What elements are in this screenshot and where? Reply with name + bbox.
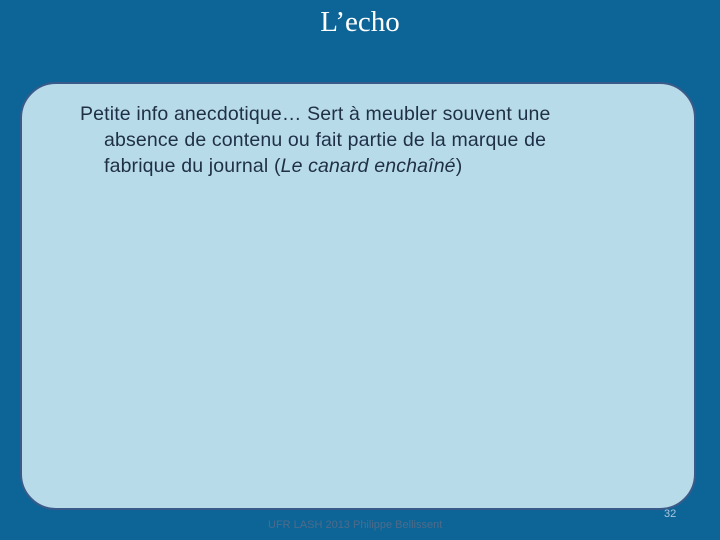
body-line-3-prefix: fabrique du journal ( xyxy=(104,155,281,177)
newspaper-name: Le canard enchaîné xyxy=(280,155,456,177)
body-line-3 xyxy=(80,153,670,179)
body-line-2: absence de contenu ou fait partie de la marque de xyxy=(104,129,547,151)
body-line-3-suffix: ) xyxy=(455,155,463,177)
body-text xyxy=(80,101,670,179)
slide-title: L’echo xyxy=(320,6,400,38)
footer-text: UFR LASH 2013 Philippe Bellissent xyxy=(268,519,443,531)
page-number: 32 xyxy=(664,508,677,520)
body-line-1: Petite info anecdotique… Sert à meubler souvent une xyxy=(80,103,551,125)
